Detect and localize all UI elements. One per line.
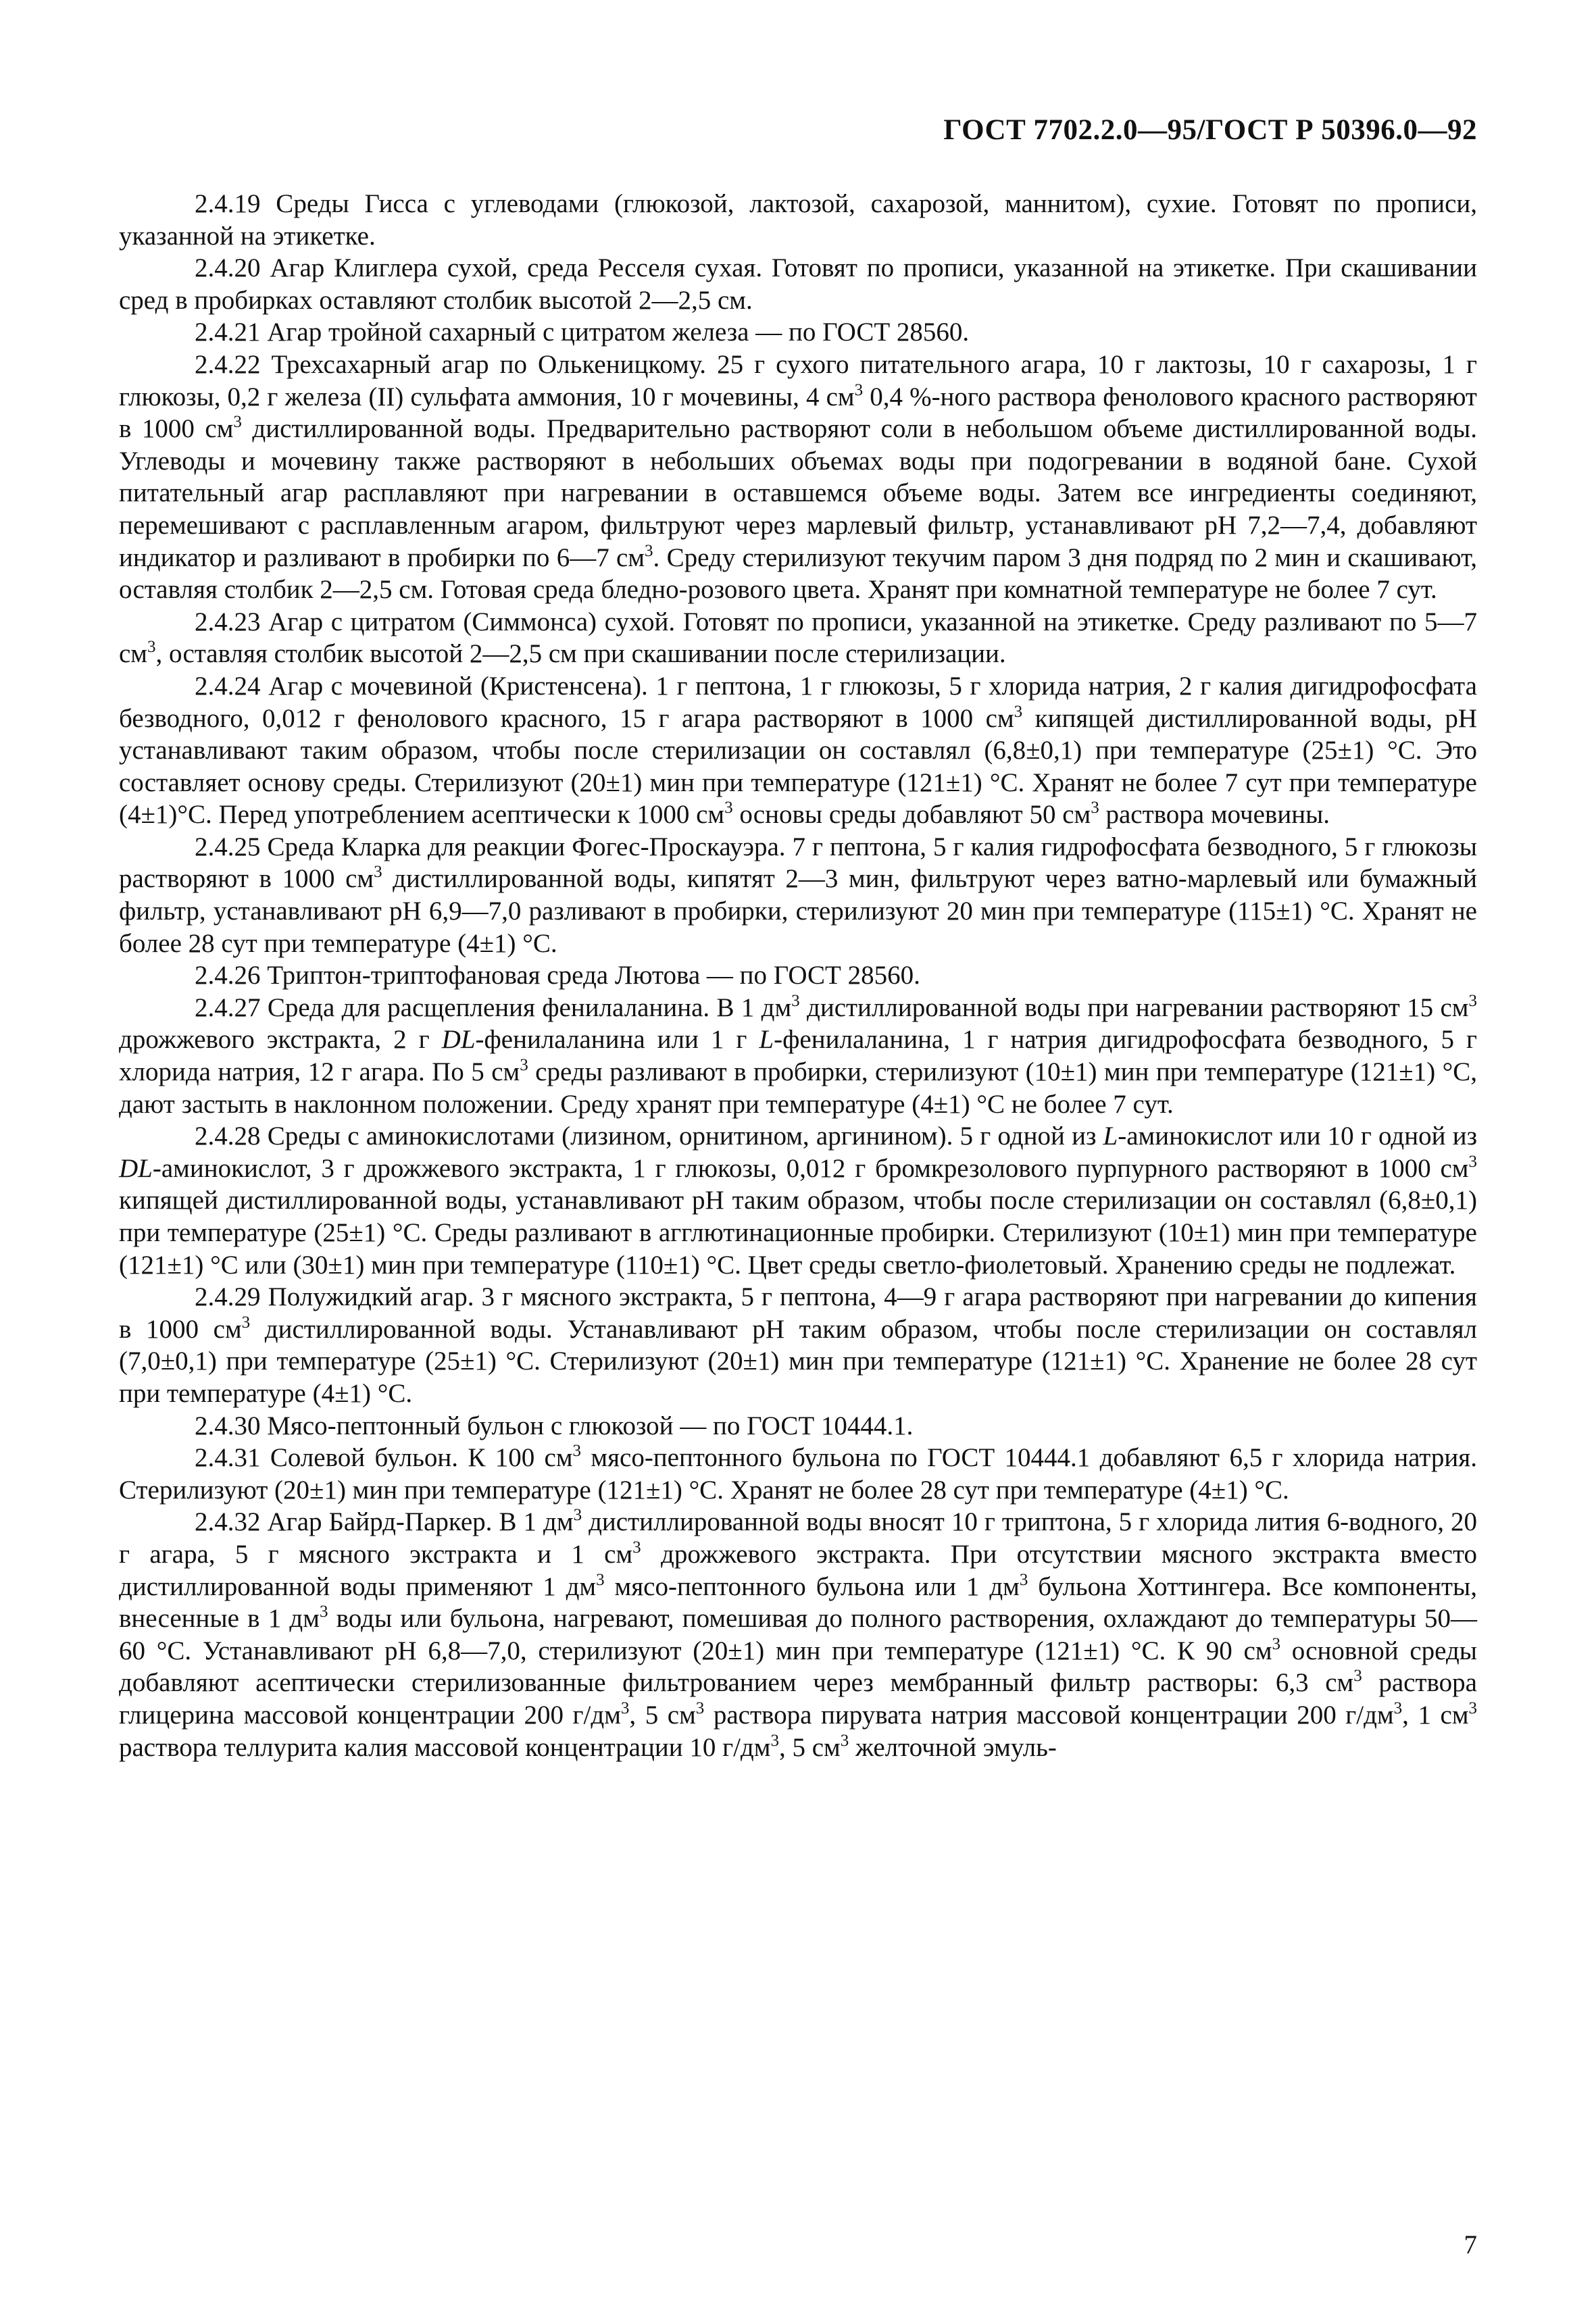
- paragraph-2-4-24: 2.4.24 Агар с мочевиной (Кристенсена). 1 г пептона, 1 г глюкозы, 5 г хлорида натрия, 2 г калия дигидрофосфата безводного, 0,012 г фенолового красного, 15 г агара растворяют в 1000 $см^3$ кипящей дистиллированной воды, рН устанавливают таким образом, чтобы после стерилизации он составлял (6,8±0,1) при температуре (25±1) °С. Это составляет основу среды. Стерилизуют (20±1) мин при температуре (121±1) °С. Хранят не более 7 сут при температуре (4±1)°С. Перед употреблением асептически к 1000 $см^3$ основы среды добавляют 50 $см^3$ раствора мочевины.: [119, 671, 1478, 830]
- paragraph-2-4-29: 2.4.29 Полужидкий агар. 3 г мясного экстракта, 5 г пептона, 4—9 г агара растворяют при нагревании до кипения в 1000 $см^3$ дистиллированной воды. Устанавливают рН таким образом, чтобы после стерилизации он составлял (7,0±0,1) при температуре (25±1) °С. Стерилизуют (20±1) мин при температуре (121±1) °С. Хранение не более 28 сут при температуре (4±1) °С.: [119, 1282, 1477, 1408]
- paragraph-2-4-20: 2.4.20 Агар Клиглера сухой, среда Ресселя сухая. Готовят по прописи, указанной на этикетке. При скашивании сред в пробирках оставляют столбик высотой 2—2,5 см.: [119, 253, 1477, 315]
- paragraph-2-4-31: 2.4.31 Солевой бульон. К 100 $см^3$ мясо-пептонного бульона по ГОСТ 10444.1 добавляют 6,5 г хлорида натрия. Стерилизуют (20±1) мин при температуре (121±1) °С. Хранят не более 28 сут при температуре (4±1) °С.: [119, 1442, 1477, 1505]
- paragraph-2-4-27: 2.4.27 Среда для расщепления фенилаланина. В 1 $дм^3$ дистиллированной воды при нагревании растворяют 15 $см^3$ дрожжевого экстракта, 2 г DL-фенилаланина или 1 г L-фенилаланина, 1 г натрия дигидрофосфата безводного, 5 г хлорида натрия, 12 г агара. По 5 $см^3$ среды разливают в пробирки, стерилизуют (10±1) мин при температуре (121±1) °С, дают застыть в наклонном положении. Среду хранят при температуре (4±1) °С не более 7 сут.: [119, 991, 1477, 1119]
- page-number: 7: [1464, 2230, 1477, 2259]
- paragraph-2-4-26: 2.4.26 Триптон-триптофановая среда Лютова — по ГОСТ 28560.: [195, 961, 920, 990]
- paragraph-2-4-21: 2.4.21 Агар тройной сахарный с цитратом железа — по ГОСТ 28560.: [195, 318, 970, 347]
- document-body: [119, 188, 1477, 1763]
- paragraph-2-4-19: 2.4.19 Среды Гисса с углеводами (глюкозой, лактозой, сахарозой, маннитом), сухие. Готовят по прописи, указанной на этикетке.: [119, 189, 1477, 251]
- paragraph-2-4-23: 2.4.23 Агар с цитратом (Симмонса) сухой. Готовят по прописи, указанной на этикетке. Среду разливают по 5—7 $см^3$, оставляя столбик высотой 2—2,5 см при скашивании после стерилизации.: [119, 607, 1477, 669]
- paragraph-2-4-25: 2.4.25 Среда Кларка для реакции Фогес-Проскауэра. 7 г пептона, 5 г калия гидрофосфата безводного, 5 г глюкозы растворяют в 1000 $см^3$ дистиллированной воды, кипятят 2—3 мин, фильтруют через ватно-марлевый или бумажный фильтр, устанавливают рН 6,9—7,0 разливают в пробирки, стерилизуют 20 мин при температуре (115±1) °С. Хранят не более 28 сут при температуре (4±1) °С.: [119, 832, 1477, 958]
- paragraph-2-4-30: 2.4.30 Мясо-пептонный бульон с глюкозой — по ГОСТ 10444.1.: [195, 1411, 914, 1440]
- paragraph-2-4-32: 2.4.32 Агар Байрд-Паркер. В 1 $дм^3$ дистиллированной воды вносят 10 г триптона, 5 г хлорида лития 6-водного, 20 г агара, 5 г мясного экстракта и 1 $см^3$ дрожжевого экстракта. При отсутствии мясного экстракта вместо дистиллированной воды применяют 1 $дм^3$ мясо-пептонного бульона или 1 $дм^3$ бульона Хоттингера. Все компоненты, внесенные в 1 $дм^3$ воды или бульона, нагревают, помешивая до полного растворения, охлаждают до температуры 50—60 °С. Устанавливают рН 6,8—7,0, стерилизуют (20±1) мин при температуре (121±1) °С. К 90 $см^3$ основной среды добавляют асептически стерилизованные фильтрованием через мембранный фильтр растворы: 6,3 $см^3$ раствора глицерина массовой концентрации 200 $г/дм^3$, 5 $см^3$ раствора пирувата натрия массовой концентрации 200 $г/дм^3$, 1 $см^3$ раствора теллурита калия массовой концентрации 10 $г/дм^3$, 5 $см^3$ желточной эмуль-: [119, 1506, 1478, 1762]
- document-header: ГОСТ 7702.2.0—95/ГОСТ Р 50396.0—92: [943, 114, 1477, 146]
- paragraph-2-4-22: 2.4.22 Трехсахарный агар по Олькеницкому. 25 г сухого питательного агара, 10 г лактозы, 10 г сахарозы, 1 г глюкозы, 0,2 г железа (II) сульфата аммония, 10 г мочевины, 4 $см^3$ 0,4 %-ного раствора фенолового красного растворяют в 1000 $см^3$ дистиллированной воды. Предварительно растворяют соли в небольшом объеме дистиллированной воды. Углеводы и мочевину также растворяют в небольших объемах воды при подогревании в водяной бане. Сухой питательный агар расплавляют при нагревании в оставшемся объеме воды. Затем все ингредиенты соединяют, перемешивают с расплавленным агаром, фильтруют через марлевый фильтр, устанавливают рН 7,2—7,4, добавляют индикатор и разливают в пробирки по 6—7 $см^3$. Среду стерилизуют текучим паром 3 дня подряд по 2 мин и скашивают, оставляя столбик 2—2,5 см. Готовая среда бледно-розового цвета. Хранят при комнатной температуре не более 7 сут.: [119, 349, 1478, 605]
- paragraph-2-4-28: 2.4.28 Среды с аминокислотами (лизином, орнитином, аргинином). 5 г одной из L-аминокислот или 10 г одной из DL-аминокислот, 3 г дрожжевого экстракта, 1 г глюкозы, 0,012 г бромкрезолового пурпурного растворяют в 1000 $см^3$ кипящей дистиллированной воды, устанавливают рН таким образом, чтобы после стерилизации он составлял (6,8±0,1) при температуре (25±1) °С. Среды разливают в агглютинационные пробирки. Стерилизуют (10±1) мин при температуре (121±1) °С или (30±1) мин при температуре (110±1) °С. Цвет среды светло-фиолетовый. Хранению среды не подлежат.: [119, 1122, 1477, 1280]
